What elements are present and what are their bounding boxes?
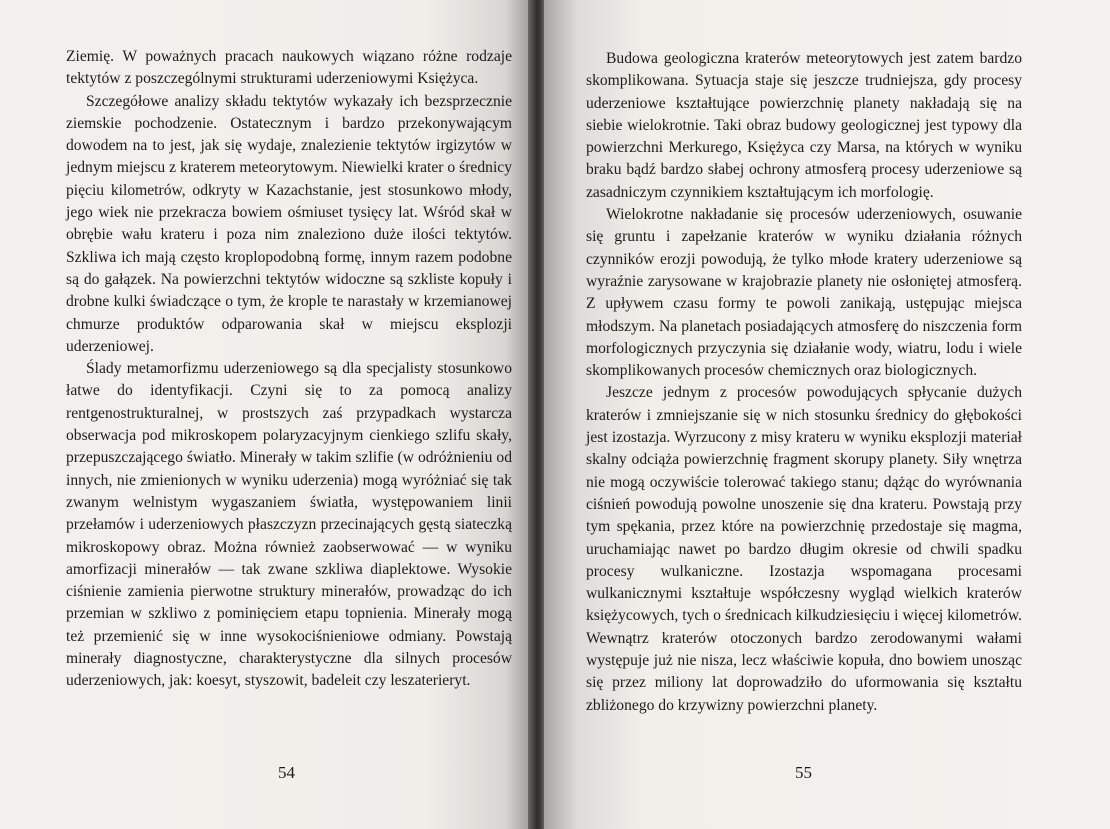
page-number-left: 54 — [278, 763, 295, 782]
right-page — [544, 0, 1110, 829]
paragraph: Wielokrotne nakładanie się procesów uderzeniowych, osuwanie się gruntu i zapełzanie kraterów w wyniku działania różnych czynników erozji powodują, że tylko młode kratery uderzeniowe są wyraźnie zarysowane w krajobrazie planety nie osłoniętej atmosferą. Z upływem czasu formy te powoli zanikają, ustępując miejsca młodszym. Na planetach posiadających atmosferę do niszczenia form morfologicznych przyczynia się działanie wody, wiatru, lodu i wiele skomplikowanych procesów chemicznych oraz biologicznych. — [586, 206, 1022, 380]
paragraph: Budowa geologiczna kraterów meteorytowych jest zatem bardzo skomplikowana. Sytuacja staje się jeszcze trudniejsza, gdy procesy uderzeniowe kształtujące powierzchnię planety nakładają się na siebie wielokrotnie. Taki obraz budowy geologicznej jest typowy dla powierzchni Merkurego, Księżyca czy Marsa, na których w wyniku braku bądź bardzo słabej ochrony atmosferą procesy uderzeniowe są zasadniczym czynnikiem kształtującym ich morfologię. — [586, 50, 1022, 201]
right-page-text — [586, 48, 1022, 717]
left-page-text — [66, 46, 512, 693]
left-page — [0, 0, 532, 829]
paragraph: Szczegółowe analizy składu tektytów wykazały ich bezsprzecznie ziemskie pochodzenie. Ostatecznym i bardzo przekonywającym dowodem na to jest, jak się wydaje, znalezienie tektytów irgizytów w jednym miejscu z kraterem meteorytowym. Niewielki krater o średnicy pięciu kilometrów, odkryty w Kazachstanie, jest stosunkowo młody, jego wiek nie przekracza bowiem ośmiuset tysięcy lat. Wśród skał w obrębie wału krateru i poza nim znaleziono duże ilości tektytów. Szkliwa ich mają często kroplopodobną formę, innym razem podobne są do gałązek. Na powierzchni tektytów widoczne są szkliste kopuły i drobne kulki świadczące o tym, że krople te narastały w krzemianowej chmurze produktów odparowania skał w miejscu eksplozji uderzeniowej. — [66, 92, 512, 355]
paragraph: Ślady metamorfizmu uderzeniowego są dla specjalisty stosunkowo łatwe do identyfikacji. Czyni się to za pomocą analizy rentgenostrukturalnej, w prostszych zaś przypadkach wystarcza obserwacja pod mikroskopem polaryzacyjnym cienkiego szlifu skały, przepuszczającego światło. Minerały w takim szlifie (w odróżnieniu od innych, nie zmienionych w wyniku uderzenia) mogą wyróżniać się tak zwanym welnistym wygaszaniem światła, występowaniem linii przełamów i uderzeniowych płaszczyzn przecinających gęstą siateczką mikroskopowy obraz. Można również zaobserwować — w wyniku amorfizacji minerałów — tak zwane szkliwa diaplektowe. Wysokie ciśnienie zamienia pierwotne struktury minerałów, prowadząc do ich przemian w szkliwo z pominięciem etapu topnienia. Minerały mogą też przemienić się w inne wysokociśnieniowe odmiany. Powstają minerały diagnostyczne, charakterystyczne dla silnych procesów uderzeniowych, jak: koesyt, styszowit, badeleit czy leszaterieryt. — [66, 360, 512, 690]
paragraph: Jeszcze jednym z procesów powodujących spłycanie dużych kraterów i zmniejszanie się w nich stosunku średnicy do głębokości jest izostazja. Wyrzucony z misy krateru w wyniku eksplozji materiał skalny odciąża powierzchnię fragment skorupy planety. Siły wnętrza nie mogą oczywiście tolerować takiego stanu; dążąc do wyrównania ciśnień powodują powolne unoszenie się dna krateru. Powstają przy tym spękania, przez które na powierzchnię przedostaje się magma, uruchamiając nawet po bardzo długim okresie od chwili spadku procesy wulkaniczne. Izostazja wspomagana procesami wulkanicznymi kształtuje współczesny wygląd wielkich kraterów księżycowych, tych o średnicach kilkudziesięciu i więcej kilometrów. Wewnątrz kraterów otoczonych bardzo zerodowanymi wałami występuje już nie nisza, lecz właściwie kopuła, dno bowiem unosząc się przez miliony lat doprowadziło do uformowania się kształtu zbliżonego do krzywizny powierzchni planety. — [586, 384, 1022, 714]
page-number-right: 55 — [795, 763, 812, 782]
paragraph: Ziemię. W poważnych pracach naukowych wiązano różne rodzaje tektytów z poszczególnymi strukturami uderzeniowymi Księżyca. — [66, 48, 512, 88]
